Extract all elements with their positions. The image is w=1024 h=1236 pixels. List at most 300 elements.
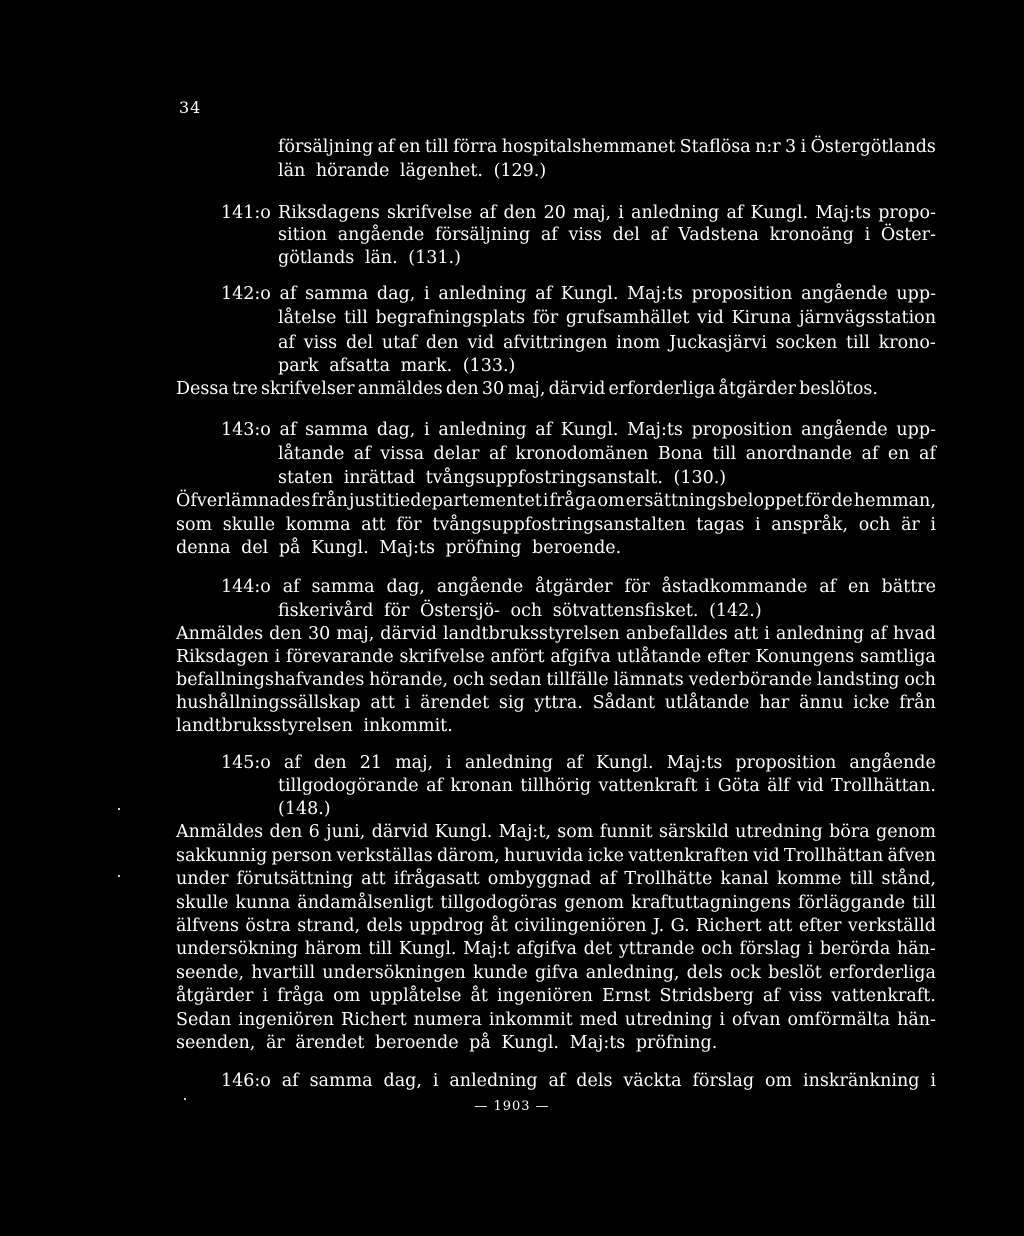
word: viss xyxy=(568,225,602,245)
word: verkställas xyxy=(336,846,433,866)
word: tillfälle xyxy=(546,670,609,690)
word: ombyggnad xyxy=(487,869,592,889)
word: Richert xyxy=(341,1010,407,1030)
word: afgifva xyxy=(550,647,611,667)
text-line xyxy=(278,775,936,797)
word: i xyxy=(755,515,761,535)
word: Kiruna xyxy=(731,308,792,328)
word: af xyxy=(919,444,936,464)
word: (130.) xyxy=(673,468,727,488)
text-line xyxy=(278,443,936,465)
word: samtliga xyxy=(860,647,936,667)
word: af xyxy=(282,577,300,597)
scan-speck xyxy=(118,808,120,810)
word: och xyxy=(701,939,733,959)
word: en xyxy=(398,137,421,157)
word: landsting xyxy=(816,670,900,690)
word: icke xyxy=(587,846,624,866)
word: i xyxy=(800,137,807,157)
word: anbefalldes xyxy=(625,624,728,644)
word: fråga xyxy=(277,986,325,1006)
word: Östersjö- xyxy=(420,601,500,621)
word: angående xyxy=(436,577,524,597)
word: af xyxy=(426,776,443,796)
word: (133.) xyxy=(462,356,516,376)
word: i xyxy=(719,1010,725,1030)
word: 20 xyxy=(543,203,566,223)
word: del xyxy=(612,225,640,245)
word: grufsamhället xyxy=(565,308,690,328)
word: dag, xyxy=(383,1071,422,1091)
text-line xyxy=(176,537,621,559)
word: i xyxy=(864,225,871,245)
word: af xyxy=(283,753,301,773)
word: tre xyxy=(232,379,258,399)
word: i xyxy=(618,203,624,223)
word: ock xyxy=(729,963,761,983)
word: begrafningsplats xyxy=(375,308,526,328)
word: Bona xyxy=(657,444,703,464)
text-line xyxy=(176,1032,717,1054)
word: pröfning. xyxy=(635,1033,718,1053)
word: Öster- xyxy=(880,225,936,245)
word: afvittringen xyxy=(502,333,608,353)
word: vattenkraft. xyxy=(831,986,936,1006)
word: proposition xyxy=(735,753,837,773)
word: åt xyxy=(470,986,488,1006)
text-line xyxy=(176,985,936,1007)
word: Trollhättan xyxy=(783,846,884,866)
word: maj, xyxy=(573,203,612,223)
word: Maj:ts xyxy=(379,538,435,558)
word: ingeniören xyxy=(497,986,593,1006)
word: kanal xyxy=(720,869,769,889)
word: en xyxy=(848,577,870,597)
text-line xyxy=(176,845,936,867)
word: bättre xyxy=(881,577,936,597)
word: landtbruksstyrelsen xyxy=(176,716,353,736)
text-line xyxy=(176,514,936,536)
word: en xyxy=(887,444,910,464)
word: del xyxy=(241,538,269,558)
text-line xyxy=(221,752,936,774)
word: utredning xyxy=(624,1010,713,1030)
word: verkställd xyxy=(847,916,936,936)
word: äfven xyxy=(887,846,936,866)
word: 146:o xyxy=(221,1071,271,1091)
word: i xyxy=(424,420,430,440)
word: anledning, xyxy=(585,963,680,983)
word: komma xyxy=(285,515,351,535)
word: på xyxy=(278,538,301,558)
word: den xyxy=(269,822,303,842)
word: Juckasjärvi xyxy=(669,333,767,353)
word: Ernst xyxy=(601,986,651,1006)
word: omförmälta xyxy=(787,1010,891,1030)
word: upp- xyxy=(896,284,936,304)
word: viss xyxy=(788,986,823,1006)
word: förutsättning xyxy=(236,869,354,889)
word: i xyxy=(446,753,452,773)
word: ännu xyxy=(799,693,844,713)
word: för xyxy=(532,308,559,328)
word: stånd, xyxy=(881,869,936,889)
word: angående xyxy=(801,284,888,304)
word: dag, xyxy=(376,284,416,304)
word: 3 xyxy=(785,137,797,157)
text-line xyxy=(176,692,936,714)
word: efter xyxy=(798,916,842,936)
word: (148.) xyxy=(278,799,331,819)
word: 21 xyxy=(359,753,383,773)
word: utlåtande xyxy=(664,693,750,713)
word: i xyxy=(432,1071,439,1091)
word: hospitalshemmanet xyxy=(501,137,676,157)
word: Staflösa xyxy=(679,137,751,157)
word: befallningshafvandes xyxy=(176,670,365,690)
word: genom xyxy=(564,893,625,913)
word: maj, xyxy=(336,624,375,644)
word: till xyxy=(344,308,368,328)
text-line xyxy=(176,623,936,645)
word: län. xyxy=(364,248,398,268)
word: uppdrog xyxy=(409,916,484,936)
word: som xyxy=(557,822,594,842)
word: af xyxy=(548,1071,566,1091)
word: anordnande xyxy=(745,444,853,464)
word: af xyxy=(278,333,295,353)
word: af xyxy=(819,577,837,597)
word: Kungl. xyxy=(501,1033,559,1053)
word: östra xyxy=(245,916,291,936)
word: (129.) xyxy=(493,161,547,181)
word: förevarande xyxy=(286,647,394,667)
word: anfört xyxy=(490,647,545,667)
word: försäljning xyxy=(434,225,531,245)
word: anledning xyxy=(464,753,554,773)
word: Sedan xyxy=(176,1010,232,1030)
word: låtande xyxy=(278,444,345,464)
word: samma xyxy=(305,420,369,440)
word: i xyxy=(542,491,549,511)
word: kraftuttagningens xyxy=(631,893,791,913)
word: tillgodogöras xyxy=(440,893,558,913)
word: yttra. xyxy=(534,693,583,713)
text-line xyxy=(176,715,453,737)
word: i xyxy=(404,693,411,713)
word: Riksdagen xyxy=(176,647,269,667)
word: är xyxy=(900,515,920,535)
word: för xyxy=(624,577,650,597)
word: beslötos. xyxy=(799,379,878,399)
word: mark. xyxy=(400,356,453,376)
word: inom xyxy=(616,333,661,353)
word: hän- xyxy=(896,939,936,959)
word: vid xyxy=(467,333,495,353)
word: i xyxy=(930,515,936,535)
word: låtelse xyxy=(278,308,337,328)
word: Kungl. xyxy=(398,939,457,959)
word: försäljning xyxy=(278,137,374,157)
word: justitiedepartementet xyxy=(348,491,542,511)
word: socken xyxy=(775,333,838,353)
word: för xyxy=(804,491,831,511)
word: 142:o xyxy=(221,284,271,304)
word: hörande xyxy=(315,161,390,181)
word: Kungl. xyxy=(434,822,493,842)
word: skrifvelse xyxy=(387,203,473,223)
word: skrifvelse xyxy=(399,647,485,667)
word: och xyxy=(510,601,543,621)
word: vid xyxy=(753,846,780,866)
word: i xyxy=(704,776,711,796)
word: till xyxy=(846,333,870,353)
word: afgifva xyxy=(516,939,577,959)
word: skulle xyxy=(222,515,276,535)
word: Richert xyxy=(695,916,762,936)
word: proposition xyxy=(691,420,793,440)
word: vid xyxy=(797,776,824,796)
word: park xyxy=(278,356,319,376)
word: upplåtelse xyxy=(369,986,462,1006)
word: af xyxy=(535,284,553,304)
word: angående xyxy=(337,225,425,245)
word: är xyxy=(265,1033,285,1053)
word: af xyxy=(281,1071,299,1091)
word: från xyxy=(311,491,348,511)
text-line xyxy=(221,419,936,441)
word: sakkunnig xyxy=(176,846,268,866)
word: af xyxy=(599,869,617,889)
word: angående xyxy=(849,753,936,773)
word: samma xyxy=(311,577,375,597)
word: ifrågasatt xyxy=(393,869,480,889)
word: proposition xyxy=(691,284,793,304)
word: landtbruksstyrelsen xyxy=(443,624,620,644)
text-line xyxy=(221,283,936,305)
word: anmäldes xyxy=(357,379,443,399)
word: person xyxy=(271,846,333,866)
text-line xyxy=(221,202,936,224)
word: n:r xyxy=(755,137,781,157)
word: juni, xyxy=(326,822,366,842)
word: därvid xyxy=(548,379,606,399)
word: vattenkraft xyxy=(598,776,698,796)
word: Trollhätte xyxy=(624,869,713,889)
word: i xyxy=(424,284,430,304)
word: Maj:t xyxy=(463,939,510,959)
word: skrifvelser xyxy=(260,379,355,399)
word: af xyxy=(353,444,371,464)
word: under xyxy=(176,869,229,889)
word: Maj:ts xyxy=(666,753,723,773)
word: ingeniören xyxy=(238,1010,335,1030)
word: hvad xyxy=(893,624,936,644)
word: vid xyxy=(697,308,724,328)
word: lämnats xyxy=(613,670,684,690)
word: denna xyxy=(176,538,231,558)
word: beroende xyxy=(374,1033,459,1053)
text-line xyxy=(278,355,515,377)
word: i xyxy=(930,1071,936,1091)
word: förslag xyxy=(739,939,801,959)
word: utaf xyxy=(381,333,418,353)
word: det xyxy=(583,939,613,959)
word: till xyxy=(424,137,449,157)
word: förläggande xyxy=(798,893,906,913)
word: beroende. xyxy=(532,538,622,558)
word: 144:o xyxy=(221,577,271,597)
word: tillhörig xyxy=(520,776,592,796)
word: inrättad xyxy=(343,468,416,488)
word: upp- xyxy=(896,420,936,440)
word: af xyxy=(535,420,553,440)
word: staten xyxy=(278,468,334,488)
word: propo- xyxy=(878,203,936,223)
word: gifva xyxy=(534,963,579,983)
word: kronan xyxy=(450,776,513,796)
word: samma xyxy=(309,1071,373,1091)
word: 30 xyxy=(307,624,331,644)
word: af xyxy=(488,444,506,464)
word: erforderliga xyxy=(608,379,716,399)
word: angående xyxy=(801,420,888,440)
word: 145:o xyxy=(221,753,271,773)
word: Maj:ts xyxy=(627,420,683,440)
word: åtgärder xyxy=(176,986,254,1006)
word: därom, xyxy=(437,846,500,866)
text-line xyxy=(176,868,936,890)
word: af xyxy=(540,225,558,245)
text-line xyxy=(176,962,936,984)
word: kunde xyxy=(473,963,528,983)
scan-speck xyxy=(184,1098,186,1100)
word: 6 xyxy=(308,822,320,842)
word: Maj:ts xyxy=(569,1033,626,1053)
word: på xyxy=(469,1033,491,1053)
word: sig xyxy=(498,693,525,713)
word: funnit xyxy=(599,822,653,842)
word: härom xyxy=(304,939,362,959)
word: län xyxy=(278,161,306,181)
word: tillgodogörande xyxy=(278,776,419,796)
text-line xyxy=(176,821,936,843)
word: afsatta xyxy=(329,356,391,376)
word: beslöt xyxy=(768,963,822,983)
word: Riksdagens xyxy=(278,203,380,223)
text-line xyxy=(176,892,936,914)
word: järnvägsstation xyxy=(799,308,936,328)
word: hörande, xyxy=(369,670,449,690)
text-line xyxy=(278,467,726,489)
text-line xyxy=(176,646,936,668)
word: ofvan xyxy=(731,1010,781,1030)
word: dels xyxy=(576,1071,613,1091)
word: Kungl. xyxy=(596,753,654,773)
word: Anmäldes xyxy=(176,624,264,644)
word: Trollhättan. xyxy=(831,776,936,796)
word: skulle xyxy=(176,893,229,913)
word: om xyxy=(597,491,625,511)
text-line xyxy=(221,1070,936,1092)
word: den xyxy=(269,624,302,644)
word: Sådant xyxy=(592,693,655,713)
word: till xyxy=(849,869,874,889)
word: G. xyxy=(670,916,690,936)
word: numera xyxy=(413,1010,482,1030)
word: åtgärder xyxy=(535,577,613,597)
text-line xyxy=(278,136,936,158)
word: till xyxy=(912,893,936,913)
word: vattenkraften xyxy=(628,846,749,866)
word: Öfverlämnades xyxy=(176,491,311,511)
word: maj, xyxy=(507,379,546,399)
word: seenden, xyxy=(176,1033,256,1053)
word: vissa xyxy=(380,444,425,464)
word: dag, xyxy=(376,420,416,440)
word: älfvens xyxy=(176,916,240,936)
word: och xyxy=(904,670,936,690)
word: till xyxy=(712,444,737,464)
word: den xyxy=(425,333,459,353)
word: för xyxy=(396,515,422,535)
word: sedan xyxy=(489,670,542,690)
word: i xyxy=(274,647,281,667)
word: efter xyxy=(707,647,750,667)
word: af xyxy=(726,203,744,223)
word: Dessa xyxy=(176,379,229,399)
text-line xyxy=(278,160,546,182)
footer-year: — 1903 — xyxy=(474,1099,550,1114)
word: hvartill xyxy=(251,963,316,983)
word: krono- xyxy=(878,333,936,353)
word: del xyxy=(345,333,374,353)
word: af xyxy=(861,444,879,464)
word: utlåtande xyxy=(616,647,702,667)
word: kronoäng xyxy=(769,225,854,245)
word: att xyxy=(733,624,759,644)
word: dag, xyxy=(386,577,425,597)
word: af xyxy=(377,137,395,157)
word: ärendet xyxy=(420,693,490,713)
word: (131.) xyxy=(408,248,461,268)
word: anledning xyxy=(438,284,527,304)
word: ändamålsenligt xyxy=(297,893,434,913)
word: böra xyxy=(829,822,870,842)
word: kunna xyxy=(235,893,291,913)
word: sition xyxy=(278,225,328,245)
word: anledning xyxy=(775,624,865,644)
text-line xyxy=(176,490,936,512)
word: delar xyxy=(433,444,480,464)
word: som xyxy=(176,515,213,535)
text-line xyxy=(176,915,936,937)
word: att xyxy=(370,693,395,713)
word: samma xyxy=(305,284,369,304)
word: viss xyxy=(303,333,338,353)
word: civilingeniören xyxy=(514,916,647,936)
page-number: 34 xyxy=(179,98,202,117)
word: 143:o xyxy=(221,420,271,440)
text-line xyxy=(221,576,936,598)
text-line xyxy=(176,669,936,691)
word: af xyxy=(870,624,888,644)
word: för xyxy=(384,601,410,621)
word: om xyxy=(764,1071,793,1091)
text-line xyxy=(278,247,461,269)
text-line xyxy=(176,378,878,400)
word: att xyxy=(361,515,386,535)
